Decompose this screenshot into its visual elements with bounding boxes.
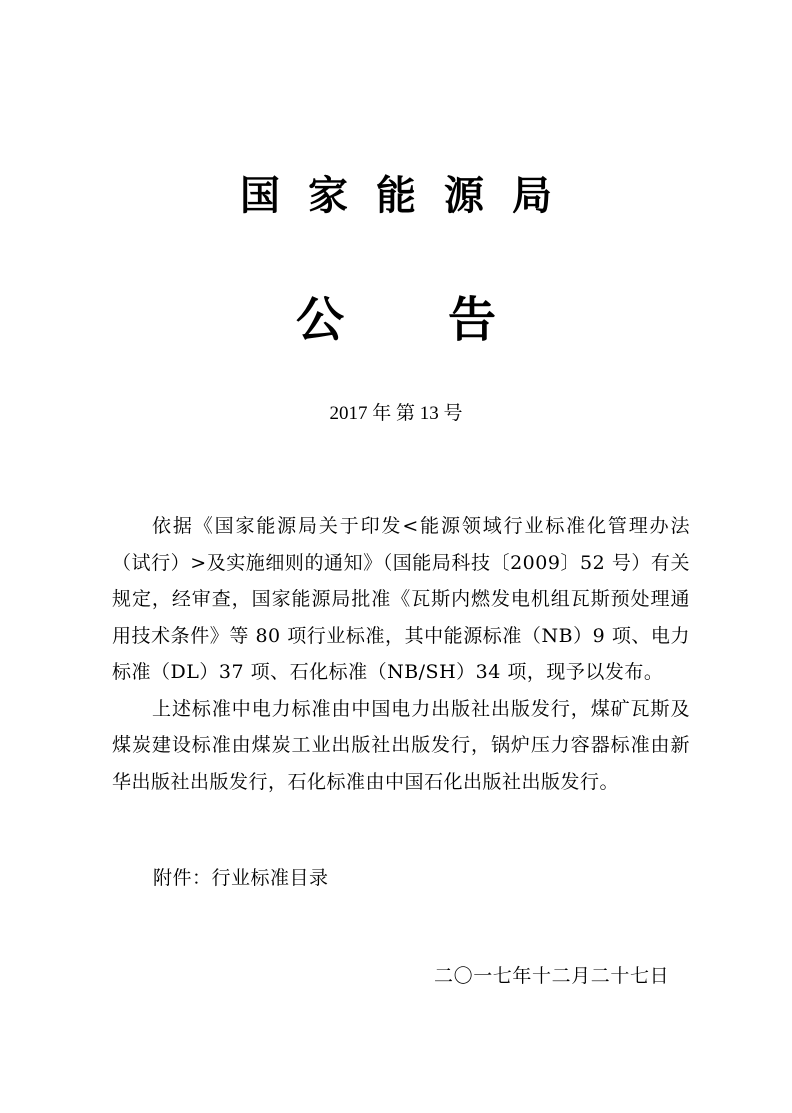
body-paragraph-1: 依据《国家能源局关于印发<能源领域行业标准化管理办法（试行）>及实施细则的通知》（国能局科技〔2009〕52 号）有关规定，经审查，国家能源局批准《瓦斯内燃发电机组瓦斯预处理通用技术条件》等 80 项行业标准，其中能源标准（NB）9 项、电力标准（DL）37 项、石化标准（NB/SH）34 项，现予以发布。 bbox=[112, 515, 690, 683]
document-type-title: 公告 bbox=[295, 292, 600, 348]
announcement-body bbox=[112, 508, 690, 800]
attachment-note: 附件：行业标准目录 bbox=[153, 867, 329, 889]
document-number: 2017 年 第 13 号 bbox=[329, 403, 463, 424]
body-paragraph-2: 上述标准中电力标准由中国电力出版社出版发行，煤矿瓦斯及煤炭建设标准由煤炭工业出版社出版发行，锅炉压力容器标准由新华出版社出版发行，石化标准由中国石化出版社出版发行。 bbox=[112, 697, 690, 793]
issue-date: 二〇一七年十二月二十七日 bbox=[434, 965, 670, 987]
issuing-organization-title: 国家能源局 bbox=[240, 172, 580, 219]
